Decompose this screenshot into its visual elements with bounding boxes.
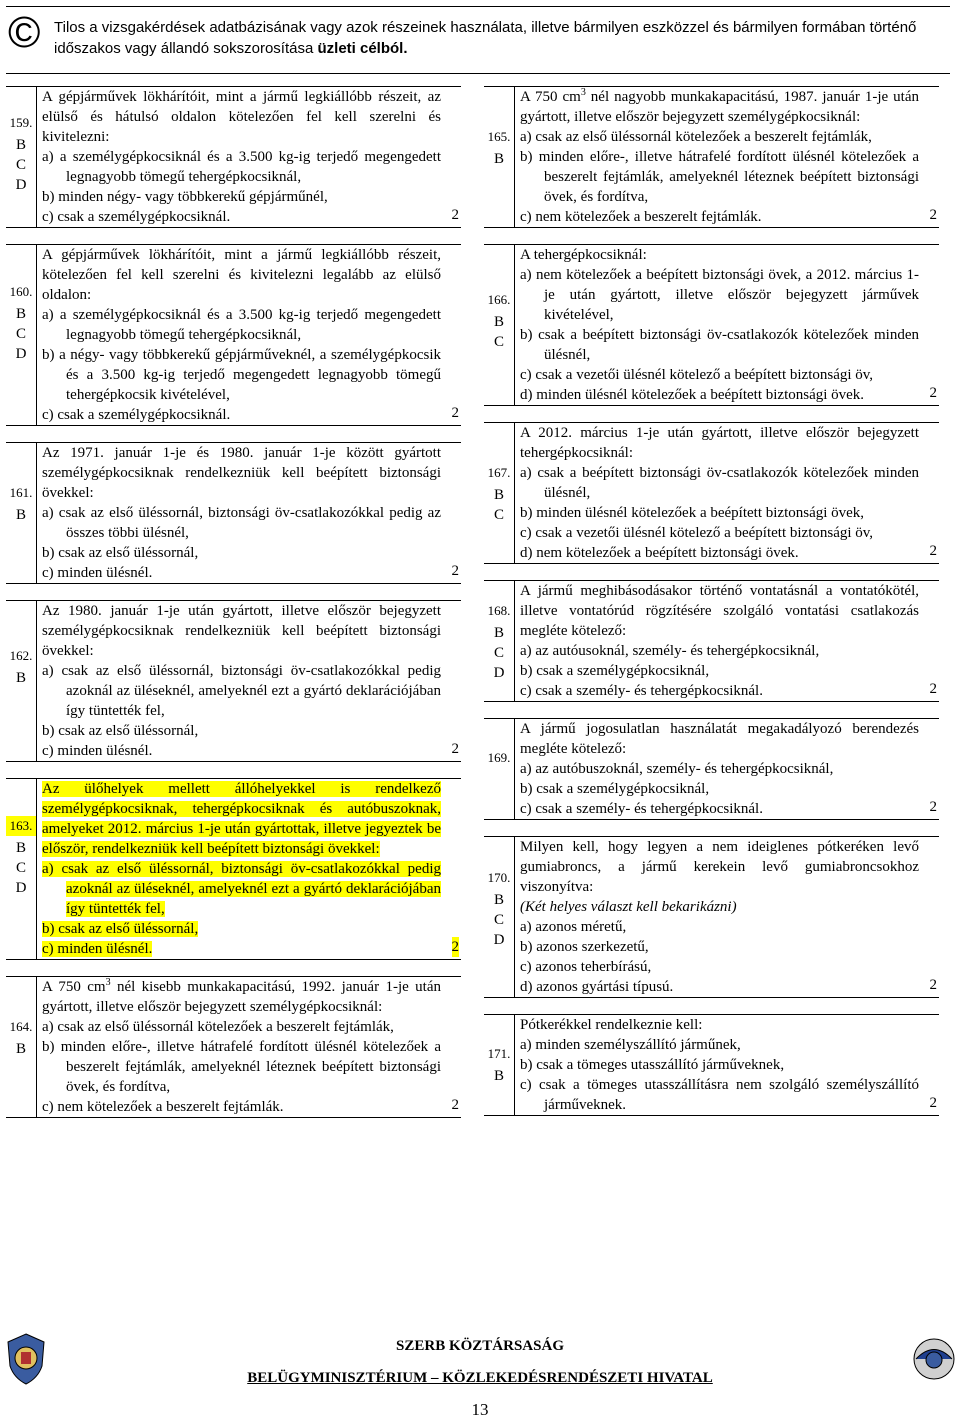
license-category: C	[15, 157, 26, 173]
answer-option-text: b) minden előre-, illetve hátrafelé fordított ülésnél kötelezőek a beszerelt fejtámlák, amelyeknél léteznek beépített biztonsági övek, és fordítva,	[520, 149, 919, 205]
superscript: 3	[105, 977, 111, 988]
answer-option-text: b) csak a személygépkocsiknál,	[520, 663, 710, 679]
answer-option	[42, 563, 441, 583]
answer-option	[520, 1075, 919, 1115]
license-category: D	[493, 665, 505, 681]
answer-option	[42, 721, 441, 741]
answer-option	[42, 919, 441, 939]
answer-option	[520, 503, 919, 523]
answer-option	[520, 325, 919, 365]
question-number: 160.	[9, 284, 33, 299]
license-category: C	[493, 912, 504, 928]
answer-option-text: c) csak a személy- és tehergépkocsiknál.	[520, 683, 763, 699]
license-category: C	[493, 645, 504, 661]
question-block	[6, 86, 461, 228]
question-body	[42, 245, 461, 425]
license-category: B	[493, 1068, 504, 1084]
answer-option-text: c) csak a személygépkocsiknál.	[42, 209, 231, 225]
license-category: B	[15, 670, 26, 686]
license-category: B	[493, 625, 504, 641]
answer-option	[520, 917, 919, 937]
question-stem	[520, 87, 919, 127]
question-number-column	[484, 837, 515, 997]
question-stem-text: A gépjárművek lökhárítóit, mint a jármű legkiállóbb részeit, kötelezően fel kell szerelni és kivitelezni legalább az elülső oldalon:	[42, 247, 441, 303]
license-category: D	[493, 932, 505, 948]
left-column	[6, 86, 461, 1118]
question-body	[42, 443, 461, 583]
answer-option-text: c) minden ülésnél.	[42, 743, 153, 759]
answer-option	[520, 661, 919, 681]
answer-option	[520, 759, 919, 779]
question-number-column	[484, 87, 515, 227]
question-body	[42, 601, 461, 761]
answer-option-text: c) nem kötelezőek a beszerelt fejtámlák.	[42, 1099, 284, 1115]
question-number: 167.	[487, 465, 511, 480]
license-category: B	[15, 137, 26, 153]
question-points: 2	[929, 543, 937, 559]
answer-option	[520, 463, 919, 503]
answer-option-text: d) minden ülésnél kötelezőek a beépített biztonsági övek.	[520, 387, 865, 403]
answer-option-text: a) csak az első üléssornál, biztonsági öv-csatlakozókkal pedig azoknál az üléseknél, amelyeknél ezt a gyártó deklarációjában így tüntették fel,	[42, 861, 441, 917]
answer-option-text: c) nem kötelezőek a beszerelt fejtámlák.	[520, 209, 762, 225]
answer-option	[520, 385, 919, 405]
license-category: B	[493, 314, 504, 330]
license-category: B	[15, 840, 26, 856]
question-body	[520, 581, 939, 701]
answer-option-text: b) a négy- vagy többkerekű gépjárműveknél, a személygépkocsik és a 3.500 kg-ig terjedő megengedett legnagyobb tömegű tehergépkocsik kivételével,	[42, 347, 441, 403]
question-body	[42, 977, 461, 1117]
right-column	[484, 86, 939, 1116]
question-stem-text: Pótkerékkel rendelkeznie kell:	[520, 1017, 703, 1033]
question-number: 170.	[487, 870, 511, 885]
question-points: 2	[451, 1097, 459, 1113]
question-block	[484, 86, 939, 228]
question-block	[484, 1014, 939, 1116]
copyright-line-2	[54, 38, 949, 59]
question-number-column	[484, 719, 515, 819]
answer-option	[42, 939, 441, 959]
answer-option-text: b) minden négy- vagy többkerekű gépjárműnél,	[42, 189, 328, 205]
answer-option-text: b) csak a személygépkocsiknál,	[520, 781, 710, 797]
answer-option	[42, 859, 441, 919]
answer-option	[520, 543, 919, 563]
answer-option-text: a) csak a beépített biztonsági öv-csatlakozók kötelezőek minden ülésnél,	[520, 465, 919, 501]
answer-option	[42, 345, 441, 405]
answer-option	[42, 1097, 441, 1117]
question-stem-text: Az 1980. január 1-je után gyártott, illetve először bejegyzett személygépkocsiknak rendelkezniük kell beépített biztonsági övekkel:	[42, 603, 441, 659]
answer-option-text: b) minden előre-, illetve hátrafelé fordított ülésnél kötelezőek a beszerelt fejtámlák, amelyeknél léteznek beépített biztonsági övek, és fordítva,	[42, 1039, 441, 1095]
copyright-line-2-bold: üzleti célból.	[317, 40, 408, 57]
license-category: B	[15, 306, 26, 322]
footer-country: SZERB KÖZTÁRSASÁG	[396, 1338, 564, 1354]
question-points: 2	[929, 1095, 937, 1111]
question-body	[520, 245, 939, 405]
question-block	[6, 244, 461, 426]
answer-option	[520, 1035, 919, 1055]
question-number: 159.	[9, 115, 33, 130]
answer-option-text: c) csak a személy- és tehergépkocsiknál.	[520, 801, 763, 817]
question-stem	[42, 601, 441, 661]
question-stem	[520, 581, 919, 641]
answer-option-text: b) csak az első üléssornál,	[42, 723, 199, 739]
answer-option-text: a) a személygépkocsiknál és a 3.500 kg-ig terjedő megengedett legnagyobb tömegű tehergépkocsiknál,	[42, 149, 441, 185]
question-points: 2	[929, 385, 937, 401]
answer-option	[42, 305, 441, 345]
question-number-column	[6, 443, 37, 583]
answer-option	[520, 127, 919, 147]
answer-option	[42, 661, 441, 721]
question-stem-text: Az 1971. január 1-je és 1980. január 1-je között gyártott személygépkocsiknak rendelkezniük kell beépített biztonsági övekkel:	[42, 445, 441, 501]
page-number: 13	[471, 1400, 489, 1419]
answer-option	[520, 523, 919, 543]
question-points: 2	[451, 207, 459, 223]
answer-option-text: d) azonos gyártási típusú.	[520, 979, 674, 995]
question-block	[484, 244, 939, 406]
answer-option-text: a) csak az első üléssornál kötelezőek a beszerelt fejtámlák,	[42, 1019, 394, 1035]
answer-option-text: a) nem kötelezőek a beépített biztonsági övek, a 2012. március 1-je után gyártott, illetve először bejegyzett járművek kivételével,	[520, 267, 919, 323]
question-points: 2	[929, 207, 937, 223]
question-number-column	[484, 423, 515, 563]
answer-option-text: c) csak a vezetői ülésnél kötelező a beépített biztonsági öv,	[520, 367, 874, 383]
answer-option-text: a) a személygépkocsiknál és a 3.500 kg-ig terjedő megengedett legnagyobb tömegű tehergépkocsiknál,	[42, 307, 441, 343]
question-block	[6, 976, 461, 1118]
copyright-line-1: Tilos a vizsgakérdések adatbázisának vagy azok részeinek használata, illetve bármilyen eszközzel és bármilyen formában történő	[54, 19, 917, 36]
answer-option	[42, 187, 441, 207]
question-stem-text: A 2012. március 1-je után gyártott, illetve először bejegyzett tehergépkocsiknál:	[520, 425, 919, 461]
answer-option	[520, 977, 919, 997]
copyright-icon: ©	[8, 8, 41, 57]
question-number: 163.	[6, 816, 36, 836]
question-number: 162.	[9, 648, 33, 663]
answer-option	[520, 265, 919, 325]
question-body	[520, 1015, 939, 1115]
question-stem-text: A 750 cm	[520, 89, 581, 105]
answer-option	[520, 641, 919, 661]
answer-option-text: c) csak a tömeges utasszállításra nem szolgáló személyszállító járműveknek.	[520, 1077, 919, 1113]
question-stem-text: Milyen kell, hogy legyen a nem ideiglenes pótkeréken levő gumiabroncs, a jármű kerekein levő gumiabroncsokhoz viszonyítva:	[520, 839, 919, 895]
question-note: (Két helyes választ kell bekarikázni)	[520, 899, 737, 915]
license-category: D	[15, 346, 27, 362]
answer-option	[42, 741, 441, 761]
question-number-column	[6, 245, 37, 425]
question-stem	[42, 443, 441, 503]
question-body	[520, 87, 939, 227]
question-number-column	[484, 581, 515, 701]
answer-option	[520, 681, 919, 701]
answer-option-text: a) az autóbuszoknál, személy- és tehergépkocsiknál,	[520, 761, 834, 777]
license-category: C	[15, 860, 26, 876]
copyright-header	[6, 6, 950, 74]
traffic-police-emblem-icon	[912, 1332, 956, 1386]
question-points: 2	[929, 799, 937, 815]
page-footer	[0, 1332, 960, 1420]
question-number: 169.	[487, 750, 511, 765]
answer-option-text: a) minden személyszállító járműnek,	[520, 1037, 741, 1053]
license-category: B	[493, 892, 504, 908]
question-stem-text: A 750 cm	[42, 979, 106, 995]
answer-option	[520, 779, 919, 799]
question-number: 161.	[9, 485, 33, 500]
question-stem	[42, 779, 441, 859]
answer-option-text: c) csak a vezetői ülésnél kötelező a beépített biztonsági öv,	[520, 525, 874, 541]
question-stem	[42, 245, 441, 305]
answer-option-text: a) csak az első üléssornál kötelezőek a beszerelt fejtámlák,	[520, 129, 872, 145]
license-category: C	[15, 326, 26, 342]
question-block	[6, 442, 461, 584]
answer-option-text: a) csak az első üléssornál, biztonsági öv-csatlakozókkal pedig az összes többi ülésnél,	[42, 505, 441, 541]
question-stem	[42, 977, 441, 1017]
question-body	[520, 719, 939, 819]
question-body	[520, 423, 939, 563]
question-stem-text-cont: nél kisebb munkakapacitású, 1992. január 1-je után gyártott, illetve először bejegyzett személygépkocsiknál:	[42, 979, 441, 1015]
question-stem-text-cont: nél nagyobb munkakapacitású, 1987. január 1-je után gyártott, illetve először bejegyzett személygépkocsiknál:	[520, 89, 919, 125]
answer-option-text: d) nem kötelezőek a beépített biztonsági övek.	[520, 545, 799, 561]
answer-option	[520, 1055, 919, 1075]
question-block	[484, 422, 939, 564]
license-category: B	[493, 487, 504, 503]
question-stem-text: A tehergépkocsiknál:	[520, 247, 647, 263]
question-stem	[520, 719, 919, 759]
answer-option-text: a) azonos méretű,	[520, 919, 627, 935]
question-stem	[520, 837, 919, 897]
copyright-line-2-text: időszakos vagy állandó sokszorosítása	[54, 40, 318, 57]
question-number-column	[6, 779, 37, 959]
question-stem-text: A jármű jogosulatlan használatát megakadályozó berendezés megléte kötelező:	[520, 721, 919, 757]
answer-option-text: b) csak a tömeges utasszállító járműveknek,	[520, 1057, 785, 1073]
question-block	[6, 600, 461, 762]
question-stem-text: A jármű meghibásodásakor történő vontatásnál a vontatókötél, illetve vontatórúd rögzítésére szolgáló vontatási csatlakozás megléte kötelező:	[520, 583, 919, 639]
superscript: 3	[580, 87, 586, 98]
answer-option	[520, 937, 919, 957]
answer-option	[520, 365, 919, 385]
question-body	[42, 779, 461, 959]
answer-option-text: b) minden ülésnél kötelezőek a beépített biztonsági övek,	[520, 505, 865, 521]
question-body	[520, 837, 939, 997]
copyright-notice	[54, 17, 949, 59]
answer-option-text: b) csak az első üléssornál,	[42, 545, 199, 561]
question-stem	[42, 87, 441, 147]
question-block	[484, 580, 939, 702]
answer-option	[42, 1017, 441, 1037]
question-points: 2	[929, 977, 937, 993]
question-stem	[520, 245, 919, 265]
answer-option-text: c) azonos teherbírású,	[520, 959, 652, 975]
question-stem	[520, 423, 919, 463]
answer-option-text: b) csak az első üléssornál,	[42, 921, 199, 937]
answer-option	[520, 957, 919, 977]
question-number: 171.	[487, 1046, 511, 1061]
license-category: B	[493, 151, 504, 167]
question-number-column	[484, 245, 515, 405]
answer-option	[42, 405, 441, 425]
answer-option-text: c) csak a személygépkocsiknál.	[42, 407, 231, 423]
answer-option-text: c) minden ülésnél.	[42, 565, 153, 581]
question-number-column	[6, 87, 37, 227]
answer-option-text: a) csak az első üléssornál, biztonsági öv-csatlakozókkal pedig azoknál az üléseknél, amelyeknél ezt a gyártó deklarációjában így tüntették fel,	[42, 663, 441, 719]
question-points: 2	[929, 681, 937, 697]
answer-option	[520, 207, 919, 227]
answer-option	[520, 147, 919, 207]
answer-option-text: b) azonos szerkezetű,	[520, 939, 649, 955]
answer-option	[42, 543, 441, 563]
answer-option	[42, 1037, 441, 1097]
question-number: 165.	[487, 129, 511, 144]
question-number: 168.	[487, 603, 511, 618]
question-stem-text: Az ülőhelyek mellett állóhelyekkel is rendelkező személygépkocsiknak, tehergépkocsiknak és autóbuszoknak, amelyeket 2012. március 1-je után gyártottak, illetve jegyeztek be először, rendelkezniük kell beépített biztonsági övekkel:	[42, 781, 441, 857]
question-number-column	[6, 977, 37, 1117]
license-category: C	[493, 334, 504, 350]
question-number-column	[6, 601, 37, 761]
question-block	[6, 778, 461, 960]
footer-ministry: BELÜGYMINISZTÉRIUM – KÖZLEKEDÉSRENDÉSZETI HIVATAL	[247, 1370, 713, 1386]
answer-option	[42, 207, 441, 227]
question-points: 2	[451, 741, 459, 757]
answer-option-text: b) csak a beépített biztonsági öv-csatlakozók kötelezőek minden ülésnél,	[520, 327, 919, 363]
answer-option-text: a) az autóusoknál, személy- és tehergépkocsiknál,	[520, 643, 820, 659]
question-points: 2	[451, 563, 459, 579]
license-category: C	[493, 507, 504, 523]
question-number: 166.	[487, 292, 511, 307]
question-points: 2	[451, 939, 459, 955]
question-block	[484, 718, 939, 820]
question-block	[484, 836, 939, 998]
question-number-column	[484, 1015, 515, 1115]
license-category: B	[15, 507, 26, 523]
answer-option	[42, 147, 441, 187]
question-body	[42, 87, 461, 227]
question-number: 164.	[9, 1019, 33, 1034]
license-category: D	[15, 177, 27, 193]
question-stem-text: A gépjárművek lökhárítóit, mint a jármű legkiállóbb részeit, az elülső és hátulsó oldalon kötelezően fel kell szerelni és kivitelezni:	[42, 89, 441, 145]
question-points: 2	[451, 405, 459, 421]
answer-option	[520, 799, 919, 819]
answer-option	[42, 503, 441, 543]
question-stem	[520, 1015, 919, 1035]
answer-option-text: c) minden ülésnél.	[42, 941, 153, 957]
license-category: B	[15, 1041, 26, 1057]
license-category: D	[15, 880, 27, 896]
